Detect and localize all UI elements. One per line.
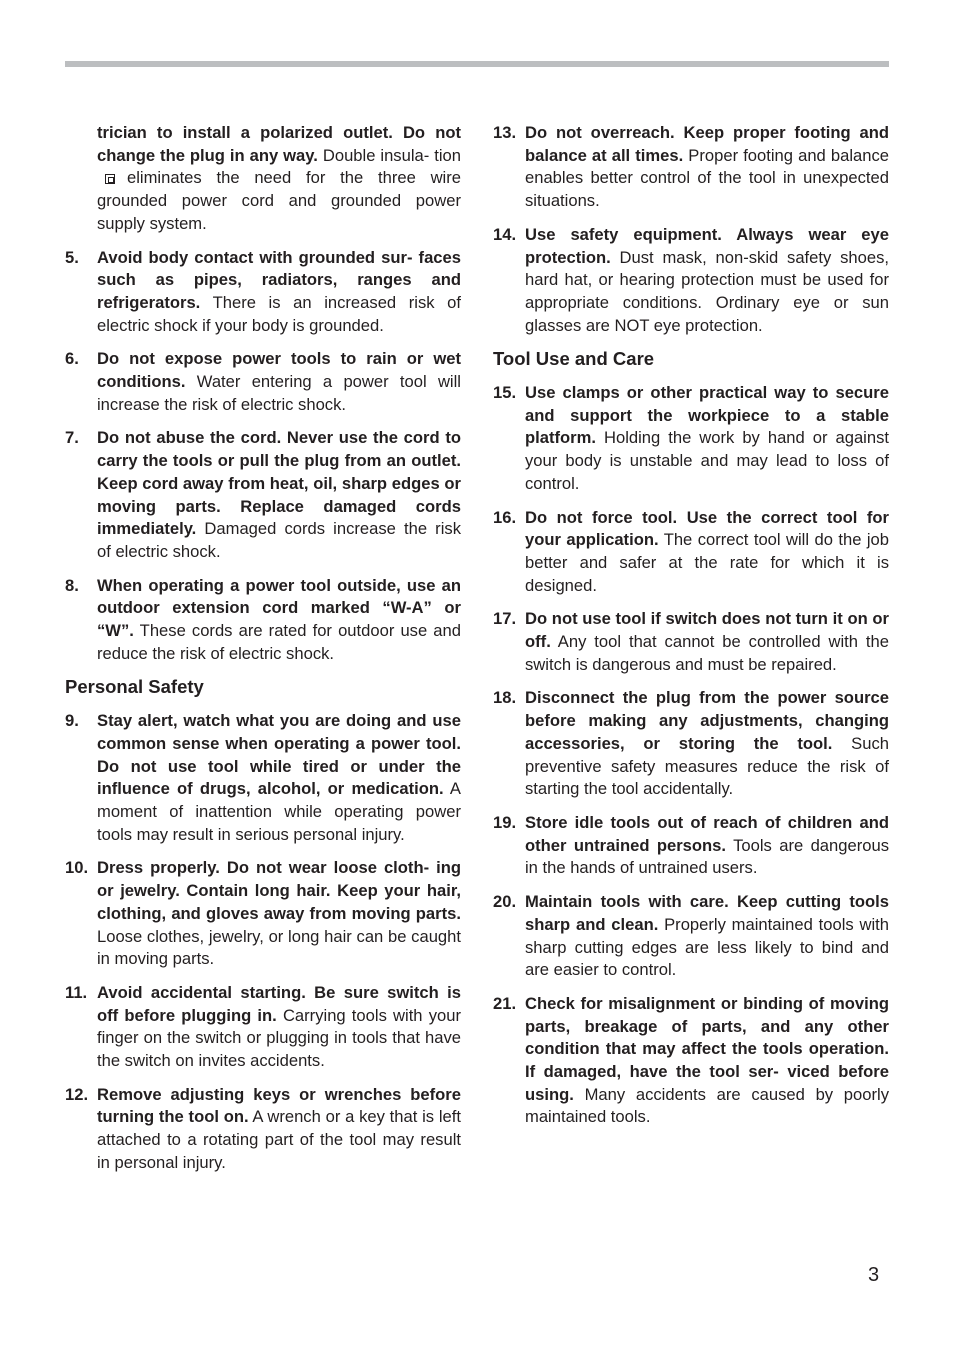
item-explanation: Many accidents are caused by poorly maintained tools. [525, 1084, 889, 1127]
item-number: 10. [65, 858, 89, 878]
item-explanation: Holding the work by hand or against your body is unstable and may lead to loss of control. [525, 428, 889, 493]
item-explanation: These cords are rated for outdoor use and reduce the risk of electric shock. [97, 621, 461, 663]
safety-rule-item [65, 857, 461, 971]
item-explanation: Damaged cords increase the risk of electric shock. [97, 519, 461, 561]
right-items-after [493, 382, 889, 1129]
safety-rule-item [493, 687, 889, 801]
section-heading-personal-safety: Personal Safety [65, 676, 204, 698]
double-insulation-icon [105, 174, 115, 184]
item-number: 7. [65, 428, 79, 448]
safety-rule-item [493, 608, 889, 676]
item-rule-bold: Stay alert, watch what you are doing and use common sense when operating a power tool. Do not use tool while tired or under the influence of drugs, alcohol, or medication. [97, 711, 461, 799]
safety-rule-item [493, 507, 889, 598]
safety-rule-item [65, 575, 461, 666]
item-rule-bold: Use clamps or other practical way to secure and support the workpiece to a stable platform. [525, 383, 889, 448]
safety-rule-item [493, 224, 889, 338]
page-number: 3 [868, 1264, 880, 1286]
item-rule-bold: Check for misalignment or binding of moving parts, breakage of parts, and any other condition that may affect the tools operation. If damaged, have the tool ser- viced before using. [525, 993, 889, 1104]
left-column [65, 122, 461, 1186]
item-rule-bold: Do not use tool if switch does not turn it on or off. [525, 609, 889, 652]
item-explanation: A wrench or a key that is left attached to a rotating part of the tool may result in personal injury. [97, 1107, 461, 1172]
item-number: 19. [493, 812, 517, 832]
item-rule-bold: Use safety equipment. Always wear eye protection. [525, 224, 889, 267]
safety-rule-item [65, 427, 461, 563]
safety-rule-item [65, 982, 461, 1073]
safety-rule-item [493, 993, 889, 1129]
item-explanation: Properly maintained tools with sharp cutting edges are less likely to bind and are easier to control. [525, 914, 889, 980]
item-rule-bold: Do not overreach. Keep proper footing and balance at all times. [525, 123, 889, 165]
item-rule-bold: Disconnect the plug from the power source before making any adjustments, changing accessories, or storing the tool. [525, 688, 889, 753]
left-items-before [65, 247, 461, 666]
right-items-before [493, 122, 889, 337]
item-rule-bold: Do not abuse the cord. Never use the cord to carry the tools or pull the plug from an outlet. Keep cord away from heat, oil, sharp edges or moving parts. Replace damaged cords immediately. [97, 428, 461, 539]
safety-rule-item [65, 348, 461, 416]
item-number: 15. [493, 383, 517, 403]
item-number: 11. [65, 982, 88, 1002]
safety-rule-item [493, 891, 889, 982]
continued-text: Double insula- tion [317, 145, 461, 165]
item-rule-bold: Do not force tool. Use the correct tool for your application. [525, 507, 889, 550]
safety-rule-item [65, 710, 461, 846]
header-rule [65, 61, 889, 67]
item-rule-bold: Remove adjusting keys or wrenches before turning the tool on. [97, 1084, 461, 1127]
item-number: 6. [65, 349, 79, 369]
item-rule-bold: Store idle tools out of reach of children and other untrained persons. [525, 812, 889, 855]
continued-bold-text: trician to install a polarized outlet. Do not change the plug in any way. [97, 123, 461, 165]
item-number: 12. [65, 1084, 89, 1104]
safety-rule-item [493, 812, 889, 880]
item-number: 16. [493, 507, 517, 527]
safety-rule-item [493, 382, 889, 496]
item-number: 9. [65, 711, 79, 731]
item-explanation: Dust mask, non-skid safety shoes, hard hat, or hearing protection must be used for appropriate conditions. Ordinary eye or sun glasses are NOT eye protection. [525, 247, 889, 335]
item-number: 18. [493, 688, 517, 708]
item-number: 8. [65, 575, 79, 595]
item-explanation: Carrying tools with your finger on the switch or plugging in tools that have the switch on invites accidents. [97, 1005, 461, 1071]
item-rule-bold: Maintain tools with care. Keep cutting tools sharp and clean. [525, 892, 889, 934]
item-explanation: Tools are dangerous in the hands of untrained users. [525, 835, 889, 878]
right-column [493, 122, 889, 1140]
item-number: 17. [493, 609, 517, 629]
item-explanation: Loose clothes, jewelry, or long hair can be caught in moving parts. [97, 926, 461, 969]
item-rule-bold: When operating a power tool outside, use an outdoor extension cord marked “W-A” or “W”. [97, 575, 461, 641]
item-rule-bold: Avoid body contact with grounded sur- faces such as pipes, radiators, ranges and refrigerators. [97, 247, 461, 312]
safety-rule-item [65, 247, 461, 338]
item-explanation: Water entering a power tool will increase the risk of electric shock. [97, 372, 461, 414]
item-number: 13. [493, 123, 517, 142]
item-explanation: Such preventive safety measures reduce the risk of starting the tool accidentally. [525, 733, 889, 799]
item-number: 5. [65, 247, 79, 267]
safety-rule-item [65, 1084, 461, 1175]
item-number: 14. [493, 224, 517, 244]
item-rule-bold: Dress properly. Do not wear loose cloth- ing or jewelry. Contain long hair. Keep your hair, clothing, and gloves away from moving parts. [97, 858, 461, 923]
item-number: 20. [493, 892, 517, 912]
item-explanation: A moment of inattention while operating power tools may result in serious personal injury. [97, 779, 461, 844]
item-rule-bold: Avoid accidental starting. Be sure switch is off before plugging in. [97, 982, 461, 1025]
item-explanation: The correct tool will do the job better and safer at the rate for which it is designed. [525, 530, 889, 595]
safety-rule-item [493, 122, 889, 213]
item-explanation: Proper footing and balance enables better control of the tool in unexpected situations. [525, 145, 889, 211]
item-rule-bold: Do not expose power tools to rain or wet conditions. [97, 349, 461, 392]
item-explanation: Any tool that cannot be controlled with the switch is dangerous and must be repaired. [525, 632, 889, 674]
continued-paragraph [65, 122, 461, 236]
item-number: 21. [493, 993, 517, 1013]
section-heading-tool-use-and-care: Tool Use and Care [493, 348, 655, 370]
item-explanation: There is an increased risk of electric shock if your body is grounded. [97, 292, 461, 335]
continued-text-after-icon: eliminates the need for the three wire grounded power cord and grounded power supply system. [97, 168, 461, 233]
left-items-after [65, 710, 461, 1174]
